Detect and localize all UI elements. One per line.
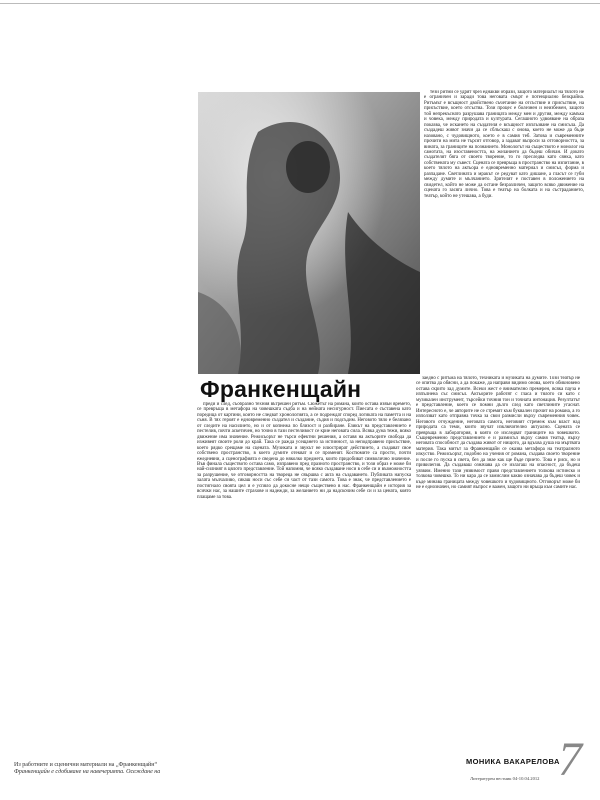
article-column-right-top	[424, 90, 584, 372]
stage-photo	[198, 92, 420, 374]
caption-line-1: Из работните и сценични материали на „Франкенщайн“	[14, 762, 158, 768]
article-text-right-bottom: заедно с ритъма на тялото, техниката и музиката на думите. Този театър не се опитва да обясни, а да покаже, да направи видимо онова, което обикновено остава скрито зад думите. Всеки жест е внимателно премерен, всяка пауза е изпълнена със смисъл. Актьорите работят с гласа и тялото си като с музикален инструмент, търсейки точния тон и точната интонация. Резултатът е представление, което се помни дълго след като светлините угаснат. Интересното е, че авторите не се стремят към буквален прочит на романа, а го използват като отправна точка за свои размисли върху съвременния човек. Неговото отчуждение, неговата самота, неговият стремеж към власт над природата са теми, които звучат изключително актуално. Сцената се превръща в лаборатория, в която се изследват границите на човешкото. Същевременно представлението е и размисъл върху самия театър, върху неговата способност да създава живот от нищото, да вдъхва душа на мъртвата материя. Така митът за Франкенщайн се оказва метафора на театралното изкуство. Режисьорът, подобно на учения от романа, създава своето творение и после го пуска в света, без да знае как ще бъде прието. Това е риск, но и привилегия. Да създаваш означава да се излагаш на опасност, да бъдеш уязвим. Именно тази уязвимост прави представлението толкова истинско и толкова човешко. То ни кара да се замислим какво означава да бъдеш човек и къде минава границата между човешкото и чудовищното. Отговорът може би не е еднозначен, но самият въпрос е важен, защото ни връща към самите нас.	[416, 376, 580, 491]
article-text-right-top: тези ритми се удрят чрез еднакви образи, защото материалът на тялото не е ограничен и заради това неговата смърт е потенциално безкрайна. Ритъмът е всъщност двойствено съчетание на отсъствие и присъствие, на присъствие, което отсъства. Този процес е болезнен и неизбежен, защото той непрекъснато разрушава границата между мен и другия, между камъка и човека, между природата и културата. Сегашното удвояване на образа показва, че искането на създателя е всъщност изплъзване на смисъла. Да създадеш живот значи да се сблъскаш с онова, което не може да бъде назовано, с чудовищното, което е в самия теб. Затова и съвременните прочити на мита не търсят отговор, а задават въпроси за отговорността, за вината, за границите на познанието. Монологът на съществото е монолог на самотата, на изоставеността, на желанието да бъдеш обичан. И докато създателят бяга от своето творение, то го преследва като сянка, като собствената му съвест. Сцената се превръща в пространство на изпитание, в което тялото на актьора е едновременно материал и смисъл, форма и разпадане. Светлината и мракът се редуват като дишане, а гласът се губи между думите и мълчанието. Зрителят е поставен в положението на свидетел, който не може да остане безразличен, защото всяко движение на сцената го засяга лично. Това е театър на болката и на състраданието, театър, който не утешава, а буди.	[424, 90, 584, 199]
top-rule	[0, 3, 600, 4]
author-name: МОНИКА ВАКАРЕЛОВА	[466, 757, 560, 766]
article-column-right-bottom	[416, 376, 580, 742]
caption-line-2	[14, 769, 210, 776]
caption-line-2-text: Франкенщайн е сдобиване на навечерията. Осеждане на	[14, 769, 161, 776]
article-title: Франкенщайн	[200, 376, 362, 402]
photo-caption	[14, 762, 210, 777]
article-text-left: преди и след, съобразно техния вътрешен ритъм. Сюжетът на романа, който остава извън времето, се превръща в метафора на човешката съдба и на нейната несигурност. Пиесата е съставена като поредица от картини, които не следват хронологията, а се подреждат според логиката на паметта и на съня. В тях героят е едновременно създател и създание, съдия и подсъдим. Неговото тяло е белязано от следите на насилието, но и от копнежа по близост и разбиране. Езикът на представлението е пестелив, почти аскетичен, но точно в тази пестеливост се крие неговата сила. Всяка дума тежи, всяко движение има значение. Режисьорът не търси ефектни решения, а оставя на актьорите свобода да изживеят своите роли до край. Така се ражда усещането за истинност, за неподправено присъствие, което рядко срещаме на сцената. Музиката и звукът не илюстрират действието, а създават свое собствено пространство, в което думите отекват и се променят. Костюмите са прости, почти ежедневни, а сценографията е сведена до няколко предмета, които придобиват символично значение. Във финала съществото остава само, изправено пред празното пространство, и този образ е може би най-силният в цялото представление. Той напомня, че всяко създаване носи в себе си и възможността за разрушение, че отговорността на твореца не свършва с акта на създаването. Публиката напуска залата мълчаливо, сякаш носи със себе си част от тази самота. Това е знак, че представлението е постигнало своята цел и е успяло да докосне нещо съществено в нас. Франкенщайн е история за всички нас, за нашите страхове и надежди, за желанието ни да надскочим себе си и за цената, която плащаме за това.	[197, 402, 411, 500]
article-column-left	[197, 402, 411, 786]
publication-footer: Литературен вестник 04-10.04.2012	[470, 776, 540, 781]
page-number: 7	[558, 733, 582, 786]
stage-photo-image	[198, 92, 420, 374]
